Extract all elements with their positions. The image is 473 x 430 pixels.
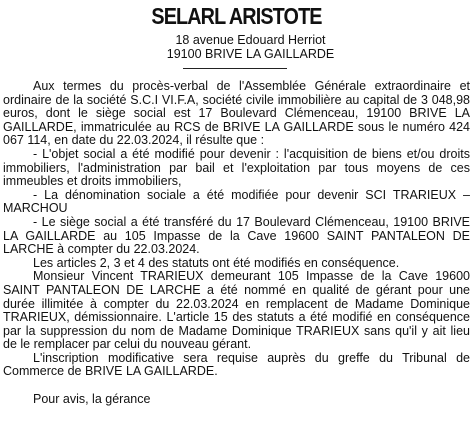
- separator-rule: [183, 68, 287, 69]
- paragraph-objet-social: - L'objet social a été modifié pour devenir : l'acquisition de biens et/ou droits immobiliers, l'administration par bail et l'exploitation par tous moyens de ces immeubles et droits immobiliers,: [3, 146, 470, 189]
- address-line-2: 19100 BRIVE LA GAILLARDE: [166, 47, 335, 61]
- paragraph-gerant: Monsieur Vincent TRARIEUX demeurant 105 Impasse de la Cave 19600 SAINT PANTALEON DE LARCHE a été nommé en qualité de gérant pour une durée illimitée à compter du 22.03.2024 en remplacent de Madame Dominique TRARIEUX, démissionnaire. L'article 15 des statuts a été modifié en conséquence par la suppression du nom de Madame Dominique TRARIEUX sans qu'il y ait lieu de le remplacer par celui du nouveau gérant.: [3, 269, 470, 352]
- notice-body: [3, 80, 470, 406]
- paragraph-inscription: L'inscription modificative sera requise auprès du greffe du Tribunal de Commerce de BRIVE LA GAILLARDE.: [3, 350, 470, 379]
- address-line-1: 18 avenue Edouard Herriot: [175, 33, 326, 47]
- paragraph-denomination: - La dénomination sociale a été modifiée pour devenir SCI TRARIEUX – MARCHOU: [3, 187, 470, 216]
- paragraph-intro: Aux termes du procès-verbal de l'Assemblée Générale extraordinaire et ordinaire de la société S.C.I VI.F.A, société civile immobilière au capital de 3 048,98 euros, dont le siège social est 17 Boulevard Clémenceau, 19100 BRIVE LA GAILLARDE, immatriculée au RCS de BRIVE LA GAILLARDE sous le numéro 424 067 114, en date du 22.03.2024, il résulte que :: [3, 79, 470, 148]
- paragraph-articles: Les articles 2, 3 et 4 des statuts ont été modifiés en conséquence.: [33, 255, 400, 270]
- notice-title: SELARL ARISTOTE: [151, 3, 322, 29]
- signature: Pour avis, la gérance: [33, 391, 151, 406]
- paragraph-siege-social: - Le siège social a été transféré du 17 Boulevard Clémenceau, 19100 BRIVE LA GAILLARDE au 105 Impasse de la Cave 19600 SAINT PANTALEON DE LARCHE à compter du 22.03.2024.: [3, 214, 470, 257]
